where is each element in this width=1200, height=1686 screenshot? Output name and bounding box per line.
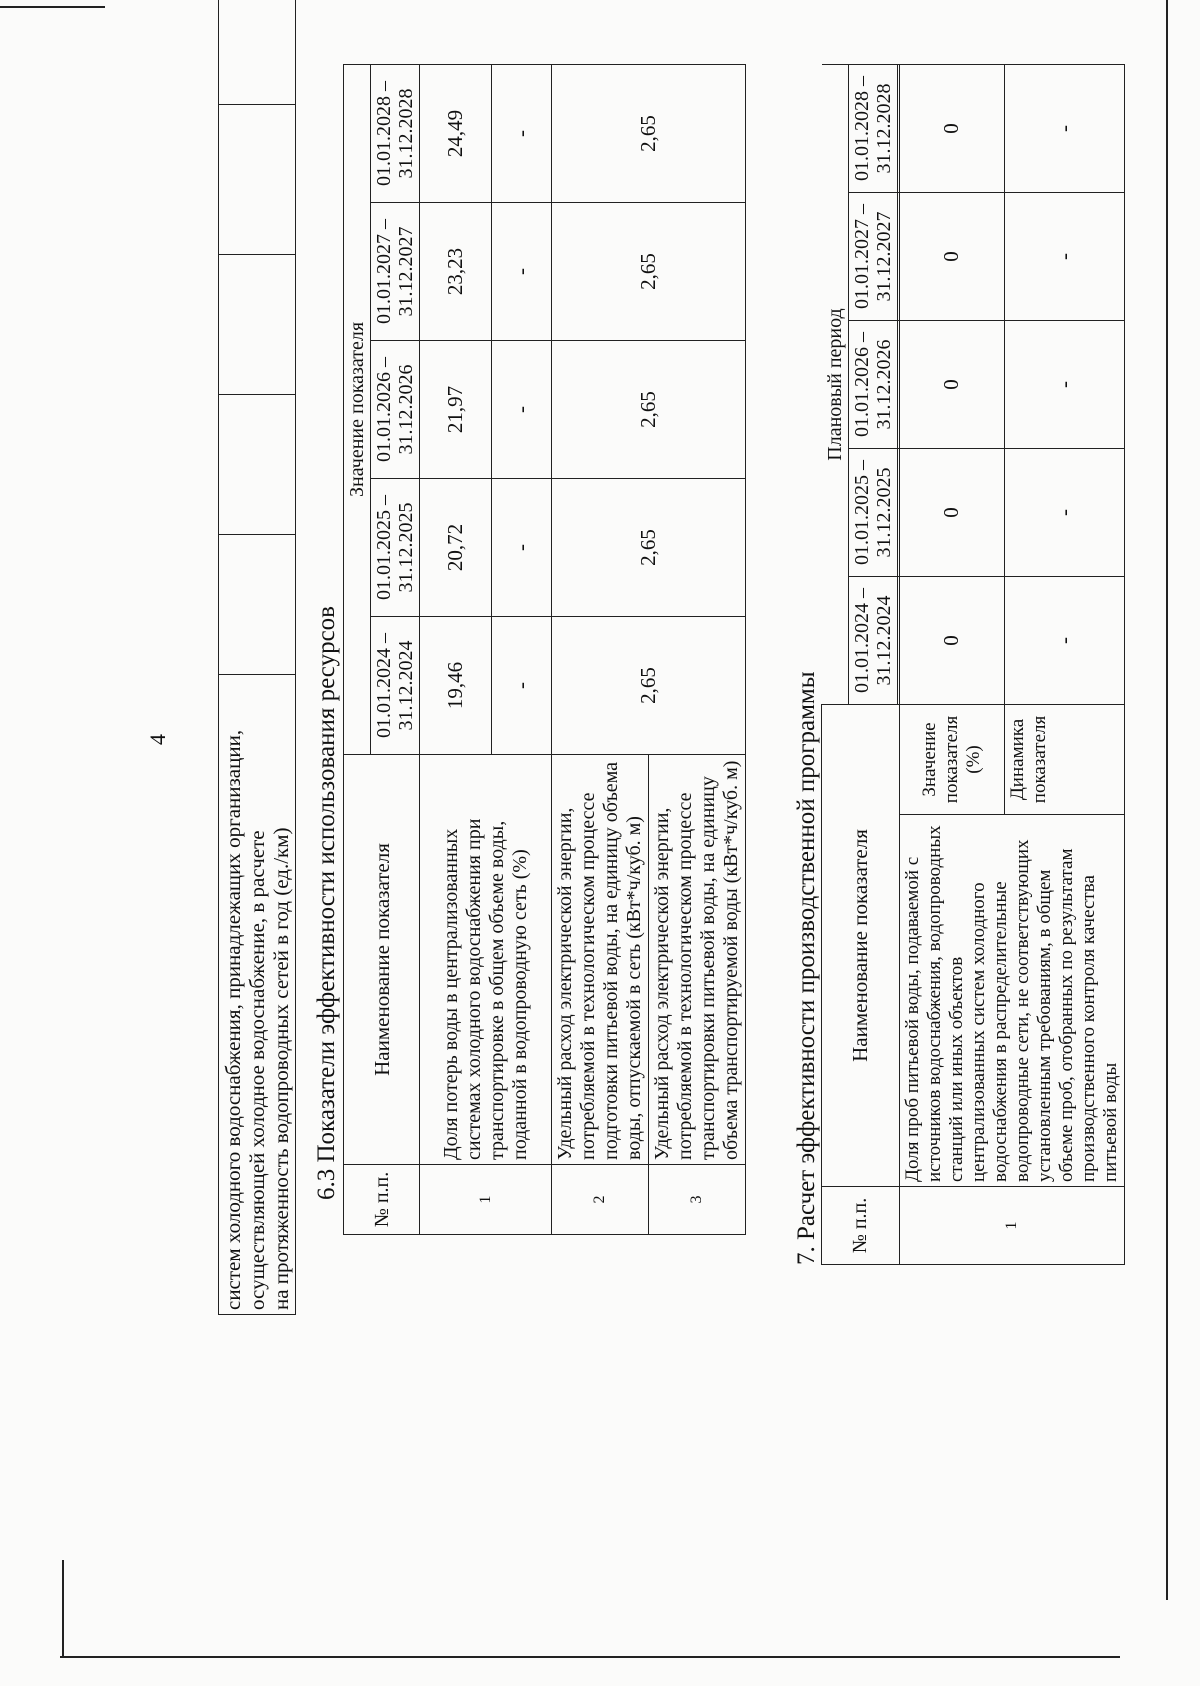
indicator-value: 0 [899, 320, 1005, 448]
indicator-value: 2,65 [552, 64, 746, 202]
row-number: 2 [552, 1165, 649, 1235]
indicator-name: Удельный расход электрической энергии, потребляемой в технологическом процессе транспортировки питьевой воды, на единицу объема транспортируемой воды (кВт*ч/куб. м) [649, 755, 746, 1165]
table-row [420, 64, 492, 1234]
indicator-dash: - [492, 203, 552, 341]
indicator-value: 0 [899, 576, 1005, 704]
resource-efficiency-table [343, 64, 746, 1235]
continuation-line: на протяженность водопроводных сетей в год (ед./км) [269, 827, 293, 1310]
table-header-row [344, 64, 371, 1234]
period-header: 01.01.2028 – 31.12.2028 [371, 64, 420, 202]
indicator-value: 2,65 [552, 203, 746, 341]
indicator-value: 0 [899, 448, 1005, 576]
period-header: 01.01.2027 – 31.12.2027 [848, 192, 897, 320]
indicator-value: 2,65 [552, 341, 746, 479]
continuation-value-cell [219, 255, 296, 395]
rotated-page-content [143, 65, 1121, 1455]
value-sub-label: Значение показателя (%) [899, 704, 1005, 814]
col-num-header: № п.п. [344, 1165, 420, 1235]
indicator-dash: - [492, 64, 552, 202]
indicator-value: 0 [899, 192, 1005, 320]
period-header: 01.01.2024 – 31.12.2024 [848, 576, 897, 704]
continuation-value-cell [219, 395, 296, 535]
table-row [552, 64, 649, 1234]
indicator-value: 2,65 [552, 617, 746, 755]
indicator-dynamics: - [1005, 64, 1124, 192]
col-name-header: Наименование показателя [822, 704, 900, 1186]
indicator-value: 24,49 [420, 64, 492, 202]
period-header: 01.01.2028 – 31.12.2028 [848, 64, 897, 192]
col-group-header: Значение показателя [344, 64, 371, 754]
continuation-table [218, 0, 296, 1315]
indicator-dash: - [492, 479, 552, 617]
continuation-line: систем холодного водоснабжения, принадлежащих организации, [221, 729, 245, 1310]
continuation-value-cell [219, 535, 296, 675]
col-name-header: Наименование показателя [344, 755, 420, 1165]
period-header: 01.01.2025 – 31.12.2025 [371, 479, 420, 617]
indicator-name: Доля проб питьевой воды, подаваемой с источников водоснабжения, водопроводных станций или иных объектов централизованных систем холодного водоснабжения в распределительные водопроводные сети, не соответствующих установленным требованиям, в общем объеме проб, отобранных по результатам производственного контроля качества питьевой воды [899, 815, 1124, 1187]
indicator-name: Удельный расход электрической энергии, потребляемой в технологическом процессе подготовки питьевой воды, на единицу объема воды, отпускаемой в сеть (кВт*ч/куб. м) [552, 755, 649, 1165]
section-6-3-title: 6.3 Показатели эффективности использования ресурсов [313, 606, 340, 1200]
table-header-row [822, 64, 849, 1264]
table-row [899, 64, 1005, 1264]
indicator-value: 2,65 [552, 479, 746, 617]
row-number: 1 [899, 1187, 1124, 1265]
indicator-dynamics: - [1005, 192, 1124, 320]
continuation-value-cell [219, 105, 296, 255]
indicator-name: Доля потерь воды в централизованных системах холодного водоснабжения при транспортировке в общем объеме воды, поданной в водопроводную сеть (%) [420, 755, 552, 1165]
indicator-value: 0 [899, 64, 1005, 192]
section-7-title: 7. Расчет эффективности производственной программы [793, 671, 820, 1265]
period-header: 01.01.2026 – 31.12.2026 [371, 341, 420, 479]
period-header: 01.01.2024 – 31.12.2024 [371, 617, 420, 755]
indicator-dynamics: - [1005, 448, 1124, 576]
continuation-line: осуществляющей холодное водоснабжение, в расчете [245, 830, 269, 1310]
indicator-dynamics: - [1005, 576, 1124, 704]
row-number: 3 [649, 1165, 746, 1235]
dynamics-sub-label: Динамика показателя [1005, 704, 1124, 814]
indicator-value: 23,23 [420, 203, 492, 341]
row-number: 1 [420, 1165, 552, 1235]
col-group-header: Плановый период [822, 64, 849, 704]
indicator-value: 19,46 [420, 617, 492, 755]
page-number: 4 [145, 734, 170, 745]
scan-edge-right [1166, 0, 1168, 1600]
scan-edge-bottom [60, 1656, 1120, 1658]
indicator-dynamics: - [1005, 320, 1124, 448]
period-header: 01.01.2025 – 31.12.2025 [848, 448, 897, 576]
col-num-header: № п.п. [822, 1187, 900, 1265]
scan-edge-top [0, 6, 105, 8]
indicator-dash: - [492, 617, 552, 755]
scan-edge-left [62, 1560, 64, 1656]
period-header: 01.01.2026 – 31.12.2026 [848, 320, 897, 448]
indicator-value: 21,97 [420, 341, 492, 479]
indicator-value: 20,72 [420, 479, 492, 617]
continuation-value-cell [219, 0, 296, 105]
program-efficiency-table [821, 64, 1125, 1265]
period-header: 01.01.2027 – 31.12.2027 [371, 203, 420, 341]
table-row [219, 0, 296, 1315]
indicator-dash: - [492, 341, 552, 479]
continuation-name-cell [219, 675, 296, 1315]
